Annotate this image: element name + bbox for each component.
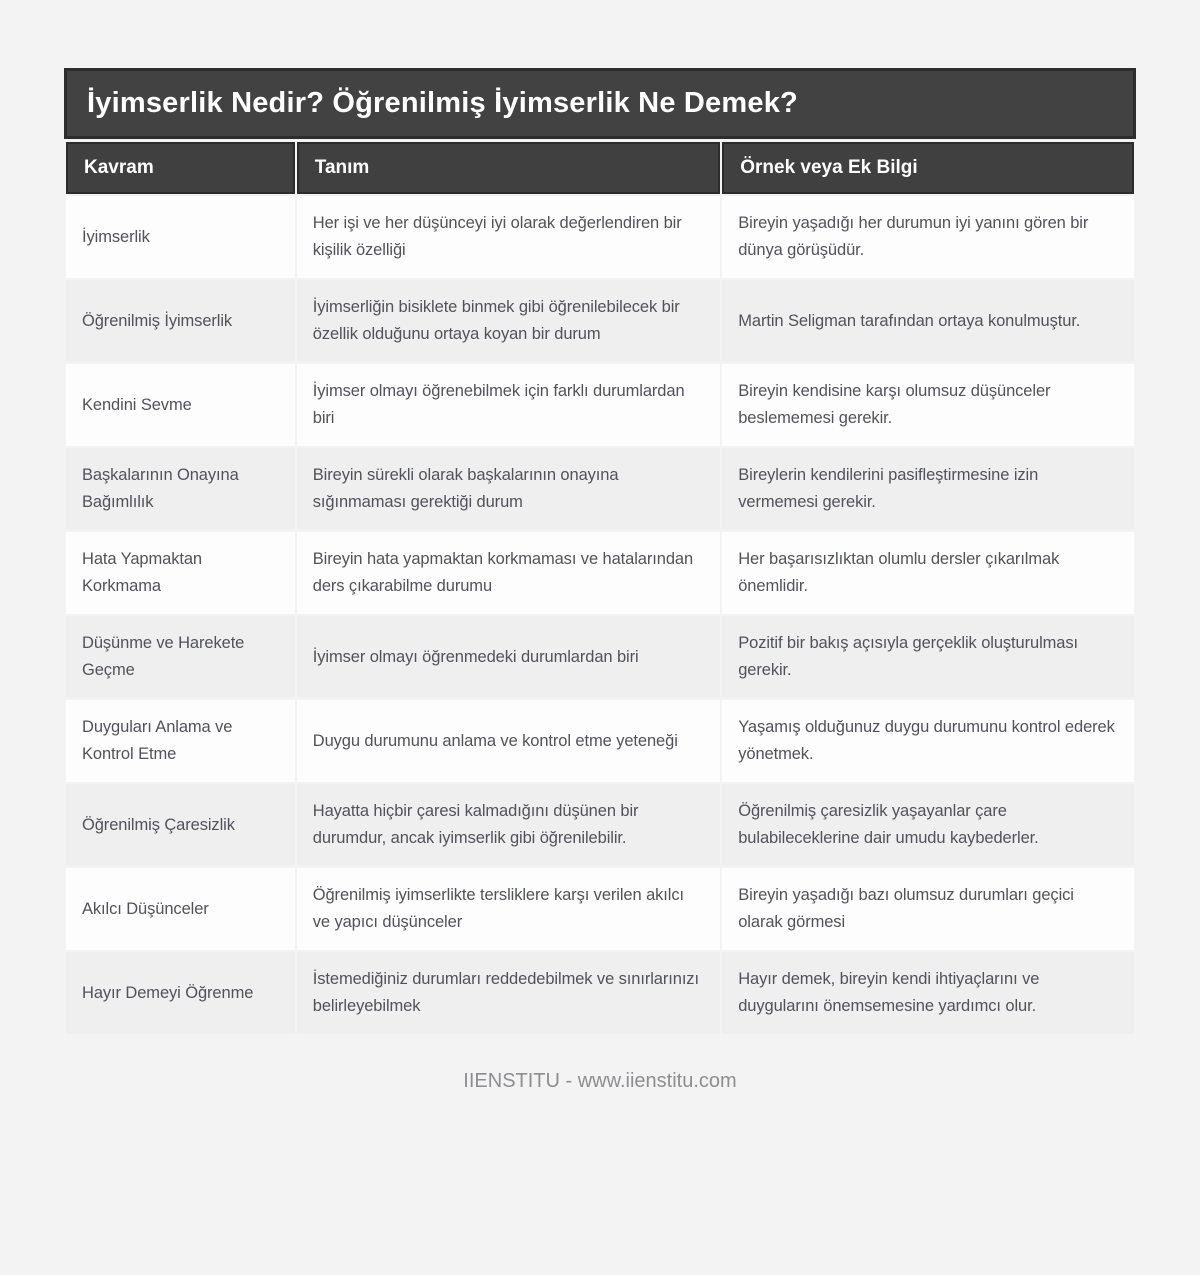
table-row [66,196,1134,278]
cell-ornek: Her başarısızlıktan olumlu dersler çıkarılmak önemlidir. [722,532,1134,614]
cell-tanim: Duygu durumunu anlama ve kontrol etme yeteneği [297,700,720,782]
cell-tanim: Hayatta hiçbir çaresi kalmadığını düşünen bir durumdur, ancak iyimserlik gibi öğrenilebilir. [297,784,720,866]
cell-tanim: İyimser olmayı öğrenebilmek için farklı durumlardan biri [297,364,720,446]
cell-kavram: Başkalarının Onayına Bağımlılık [66,448,295,530]
cell-kavram: Hayır Demeyi Öğrenme [66,952,295,1034]
cell-tanim: Her işi ve her düşünceyi iyi olarak değerlendiren bir kişilik özelliği [297,196,720,278]
table-header-row [66,142,1134,194]
page-title: İyimserlik Nedir? Öğrenilmiş İyimserlik Ne Demek? [64,68,1136,139]
table-row [66,784,1134,866]
cell-tanim: İyimser olmayı öğrenmedeki durumlardan biri [297,616,720,698]
cell-tanim: İstemediğiniz durumları reddedebilmek ve sınırlarınızı belirleyebilmek [297,952,720,1034]
cell-kavram: Hata Yapmaktan Korkmama [66,532,295,614]
cell-kavram: Duyguları Anlama ve Kontrol Etme [66,700,295,782]
column-header-tanim: Tanım [297,142,720,194]
table-row [66,616,1134,698]
cell-ornek: Bireyin yaşadığı her durumun iyi yanını gören bir dünya görüşüdür. [722,196,1134,278]
cell-ornek: Öğrenilmiş çaresizlik yaşayanlar çare bulabileceklerine dair umudu kaybederler. [722,784,1134,866]
cell-tanim: Bireyin sürekli olarak başkalarının onayına sığınmaması gerektiği durum [297,448,720,530]
cell-ornek: Bireylerin kendilerini pasifleştirmesine izin vermemesi gerekir. [722,448,1134,530]
cell-ornek: Yaşamış olduğunuz duygu durumunu kontrol ederek yönetmek. [722,700,1134,782]
cell-kavram: Öğrenilmiş Çaresizlik [66,784,295,866]
column-header-kavram: Kavram [66,142,295,194]
table-row [66,532,1134,614]
cell-ornek: Hayır demek, bireyin kendi ihtiyaçlarını ve duygularını önemsemesine yardımcı olur. [722,952,1134,1034]
cell-ornek: Bireyin kendisine karşı olumsuz düşünceler beslememesi gerekir. [722,364,1134,446]
cell-ornek: Pozitif bir bakış açısıyla gerçeklik oluşturulması gerekir. [722,616,1134,698]
cell-kavram: Öğrenilmiş İyimserlik [66,280,295,362]
table-row [66,364,1134,446]
cell-tanim: Bireyin hata yapmaktan korkmaması ve hatalarından ders çıkarabilme durumu [297,532,720,614]
cell-ornek: Bireyin yaşadığı bazı olumsuz durumları geçici olarak görmesi [722,868,1134,950]
cell-ornek: Martin Seligman tarafından ortaya konulmuştur. [722,280,1134,362]
table-row [66,700,1134,782]
footer-attribution: IIENSTITU - www.iienstitu.com [463,1070,737,1092]
concept-table [64,140,1136,1036]
column-header-ornek: Örnek veya Ek Bilgi [722,142,1134,194]
table-row [66,280,1134,362]
cell-kavram: Kendini Sevme [66,364,295,446]
table-row [66,448,1134,530]
cell-kavram: Akılcı Düşünceler [66,868,295,950]
cell-kavram: İyimserlik [66,196,295,278]
cell-tanim: İyimserliğin bisiklete binmek gibi öğrenilebilecek bir özellik olduğunu ortaya koyan bir durum [297,280,720,362]
cell-kavram: Düşünme ve Harekete Geçme [66,616,295,698]
content-card [64,0,1136,1036]
table-row [66,952,1134,1034]
cell-tanim: Öğrenilmiş iyimserlikte tersliklere karşı verilen akılcı ve yapıcı düşünceler [297,868,720,950]
table-row [66,868,1134,950]
